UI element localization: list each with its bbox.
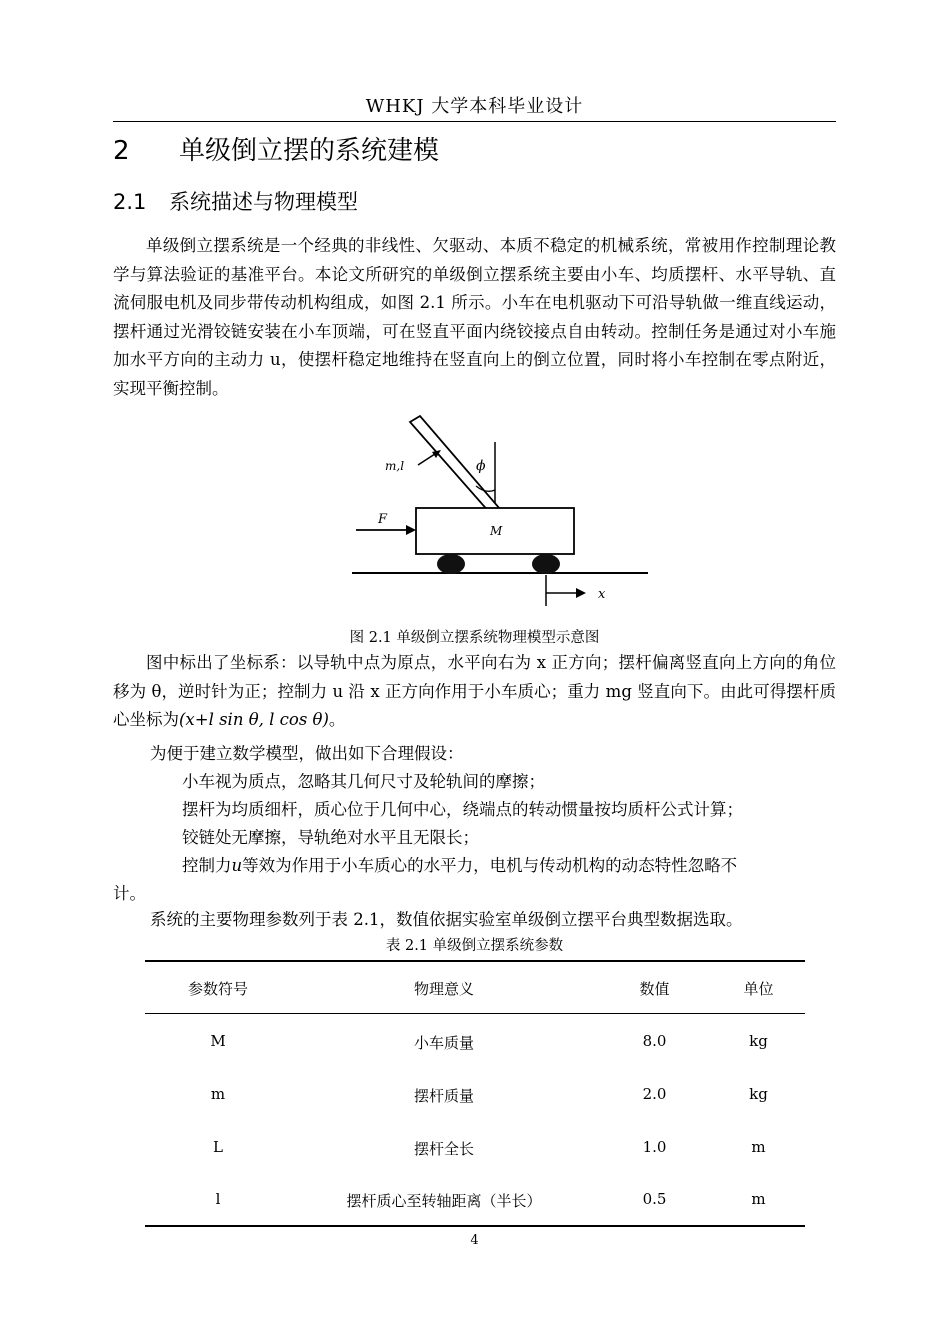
coordinate-text: 图中标出了坐标系：以导轨中点为原点，水平向右为 x 正方向；摆杆偏离竖直向上方向的角位移为 θ，逆时针为正；控制力 u 沿 x 正方向作用于小车质心；重力 mg 竖直向下。由此可得摆杆质心坐标为 (113, 653, 836, 729)
table-cell: l (215, 1190, 221, 1208)
table-cell: 小车质量 (413, 1034, 474, 1052)
table-cell: 8.0 (642, 1032, 667, 1050)
table-header-cell: 数值 (639, 980, 670, 998)
pendulum-rod (410, 416, 500, 513)
chapter-number: 2 (113, 136, 130, 166)
assumption-item: 控制力u等效为作用于小车质心的水平力，电机与传动机构的动态特性忽略不 (182, 856, 738, 875)
table-cell: 0.5 (642, 1190, 667, 1208)
cart-wheel-left (437, 554, 465, 574)
table-cell: 摆杆质心至转轴距离（半长） (346, 1192, 542, 1210)
table-header-rule (145, 1013, 805, 1014)
section-title: 系统描述与物理模型 (169, 190, 358, 214)
table-header-cell: 单位 (743, 980, 774, 998)
section-number: 2.1 (113, 190, 147, 214)
table-cell: m (210, 1085, 226, 1103)
table-caption: 表 2.1 单级倒立摆系统参数 (385, 938, 564, 954)
intro-paragraph: 单级倒立摆系统是一个经典的非线性、欠驱动、本质不稳定的机械系统，常被用作控制理论教学与算法验证的基准平台。本论文所研究的单级倒立摆系统主要由小车、均质摆杆、水平导轨、直流伺服电机及同步带传动机构组成，如图 2.1 所示。小车在电机驱动下可沿导轨做一维直线运动，摆杆通过光滑铰链安装在小车顶端，可在竖直平面内绕铰接点自由转动。控制任务是通过对小车施加水平方向的主动力 u，使摆杆稳定地维持在竖直向上的倒立位置，同时将小车控制在零点附近，实现平衡控制。 (113, 236, 836, 398)
table-header-cell: 参数符号 (187, 980, 248, 998)
cart-wheel-right (532, 554, 560, 574)
assumption-item: 铰链处无摩擦，导轨绝对水平且无限长； (182, 828, 479, 847)
assumptions-intro: 为便于建立数学模型，做出如下合理假设： (150, 744, 464, 763)
coordinate-paragraph (113, 649, 836, 735)
header-rule (113, 121, 836, 122)
pendulum-cart-diagram (340, 410, 660, 610)
coordinate-text-end: 。 (328, 710, 346, 729)
table-cell: m (751, 1138, 766, 1156)
table-cell: L (213, 1138, 223, 1156)
figure-caption: 图 2.1 单级倒立摆系统物理模型示意图 (349, 630, 600, 646)
table-cell: 1.0 (642, 1138, 667, 1156)
table-bottom-rule (145, 1225, 805, 1227)
table-cell: kg (749, 1085, 768, 1103)
page-number: 4 (470, 1233, 479, 1248)
table-cell: 2.0 (642, 1085, 667, 1103)
assumption-item: 小车视为质点，忽略其几何尺寸及轮轨间的摩擦； (182, 772, 545, 791)
page-header: WHKJ 大学本科毕业设计 (365, 96, 584, 117)
angle-label: ϕ (476, 458, 486, 474)
chapter-title: 单级倒立摆的系统建模 (179, 136, 440, 166)
assumption-item: 摆杆为均质细杆，质心位于几何中心，绕端点的转动惯量按均质杆公式计算； (182, 800, 743, 819)
cart-mass-label: M (490, 524, 503, 538)
table-top-rule (145, 960, 805, 962)
table-cell: m (751, 1190, 766, 1208)
x-axis-label: x (598, 587, 606, 602)
section-heading (113, 186, 358, 216)
table-intro: 系统的主要物理参数列于表 2.1，数值依据实验室单级倒立摆平台典型数据选取。 (150, 910, 743, 929)
table-cell: kg (749, 1032, 768, 1050)
centroid-formula: (x+l sin θ, l cos θ) (179, 710, 329, 729)
table-cell: M (210, 1032, 226, 1050)
table-cell: 摆杆质量 (413, 1087, 474, 1105)
mass-length-label: m,l (385, 459, 405, 473)
table-cell: 摆杆全长 (413, 1140, 474, 1158)
table-header-cell: 物理意义 (413, 980, 474, 998)
chapter-heading (113, 130, 439, 167)
force-label: F (378, 512, 388, 527)
assumption-item-wrap: 计。 (113, 884, 146, 903)
